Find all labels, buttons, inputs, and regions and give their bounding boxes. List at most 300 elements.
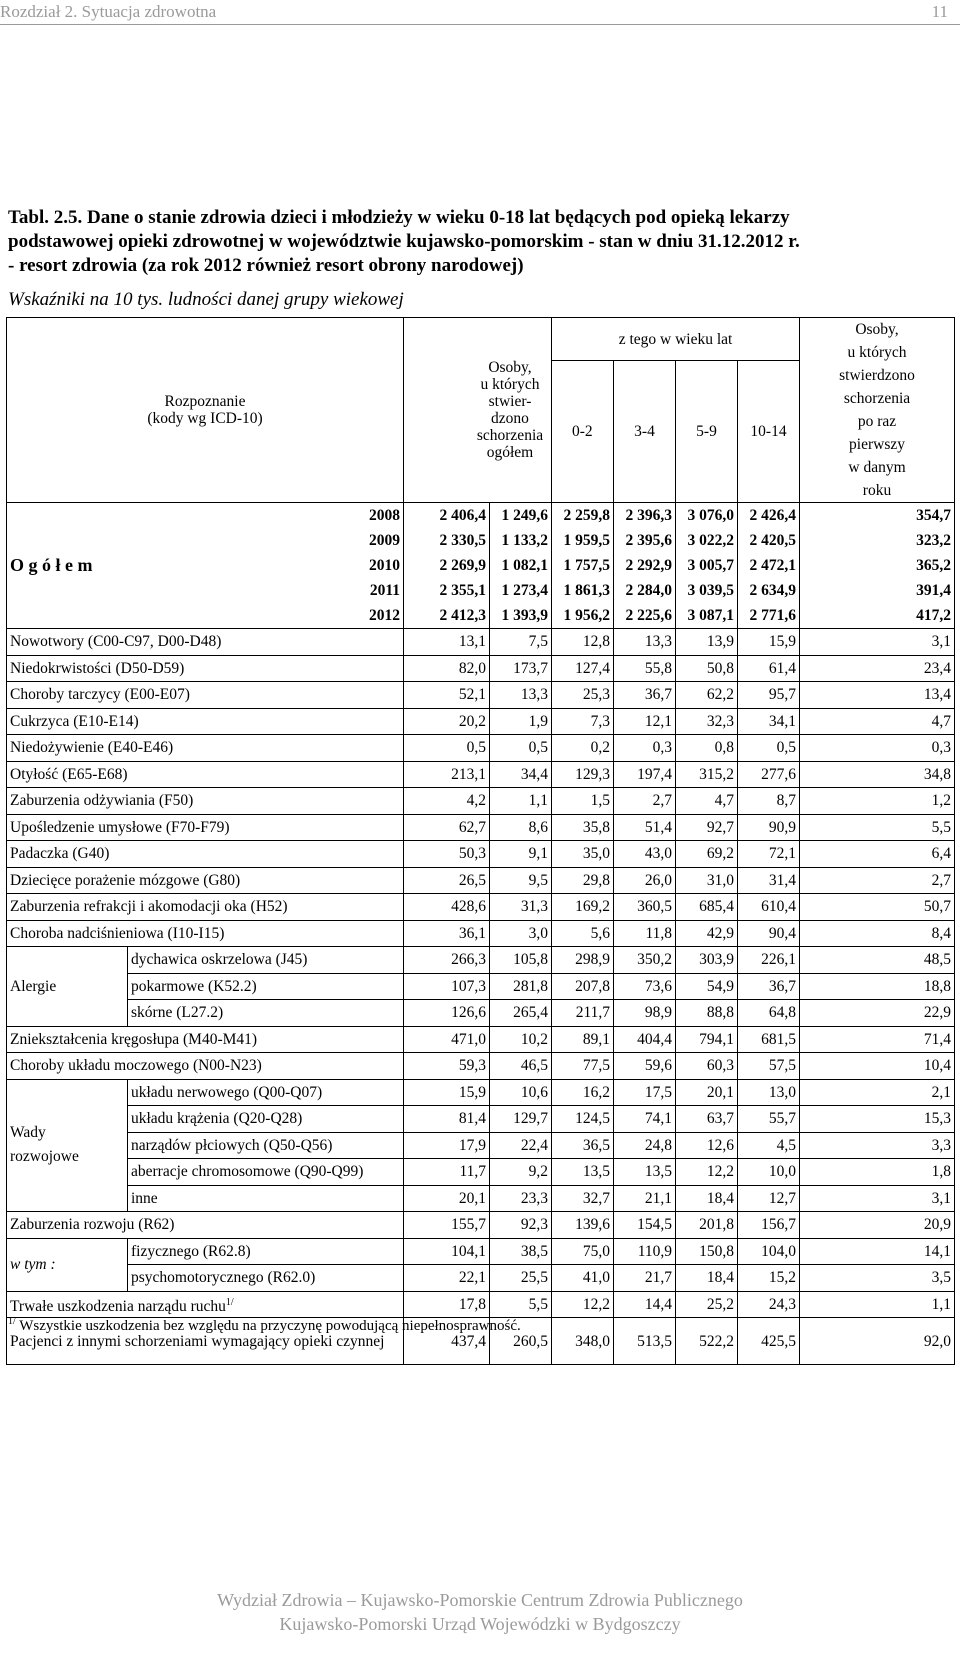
value-age-group: 3 087,1 <box>676 603 738 629</box>
value-age-group: 5,5 <box>490 1291 552 1318</box>
value-age-group: 11,8 <box>614 920 676 947</box>
value-age-group: 197,4 <box>614 761 676 788</box>
value-age-group: 3 076,0 <box>676 503 738 529</box>
value-total: 2 412,3 <box>404 603 490 629</box>
row-year: 2011 <box>128 578 404 603</box>
value-age-group: 404,4 <box>614 1026 676 1053</box>
value-total: 437,4 <box>404 1318 490 1365</box>
value-age-group: 62,2 <box>676 682 738 709</box>
header-first-line: pierwszy <box>849 436 905 453</box>
value-age-group: 360,5 <box>614 894 676 921</box>
value-age-group: 8,6 <box>490 814 552 841</box>
row-label: Pacjenci z innymi schorzeniami wymagający opieki czynnej <box>7 1318 404 1365</box>
value-first-time: 23,4 <box>800 655 955 682</box>
row-label: Otyłość (E65-E68) <box>7 761 404 788</box>
value-age-group: 10,2 <box>490 1026 552 1053</box>
header-total-line: stwier- <box>488 393 532 410</box>
row-label: Padaczka (G40) <box>7 841 404 868</box>
value-first-time: 20,9 <box>800 1212 955 1239</box>
subrow-label: psychomotorycznego (R62.0) <box>128 1265 404 1292</box>
value-total: 20,2 <box>404 708 490 735</box>
value-age-group: 22,4 <box>490 1132 552 1159</box>
title-line: podstawowej opieki zdrowotnej w województwie kujawsko-pomorskim - stan w dniu 31.12.2012 r. <box>8 231 800 252</box>
value-age-group: 92,3 <box>490 1212 552 1239</box>
value-age-group: 13,5 <box>614 1159 676 1186</box>
value-age-group: 1,9 <box>490 708 552 735</box>
value-first-time: 92,0 <box>800 1318 955 1365</box>
value-age-group: 23,3 <box>490 1185 552 1212</box>
value-total: 11,7 <box>404 1159 490 1186</box>
value-age-group: 2 395,6 <box>614 528 676 553</box>
value-age-group: 3 039,5 <box>676 578 738 603</box>
value-total: 104,1 <box>404 1238 490 1265</box>
value-total: 0,5 <box>404 735 490 762</box>
row-label: Choroby układu moczowego (N00-N23) <box>7 1053 404 1080</box>
value-age-group: 2 292,9 <box>614 553 676 578</box>
value-total: 36,1 <box>404 920 490 947</box>
subrow-label: skórne (L27.2) <box>128 1000 404 1027</box>
value-age-group: 55,8 <box>614 655 676 682</box>
subrow-label: inne <box>128 1185 404 1212</box>
value-age-group: 16,2 <box>552 1079 614 1106</box>
value-age-group: 36,5 <box>552 1132 614 1159</box>
value-first-time: 34,8 <box>800 761 955 788</box>
value-total: 2 355,1 <box>404 578 490 603</box>
value-age-group: 681,5 <box>738 1026 800 1053</box>
value-age-group: 50,8 <box>676 655 738 682</box>
value-age-group: 29,8 <box>552 867 614 894</box>
value-age-group: 9,5 <box>490 867 552 894</box>
row-year: 2010 <box>128 553 404 578</box>
table-title <box>8 206 952 278</box>
header-diagnosis <box>7 318 404 503</box>
value-age-group: 610,4 <box>738 894 800 921</box>
value-age-group: 35,0 <box>552 841 614 868</box>
value-age-group: 2 634,9 <box>738 578 800 603</box>
footnote <box>8 1316 521 1335</box>
value-first-time: 3,1 <box>800 629 955 656</box>
value-total: 126,6 <box>404 1000 490 1027</box>
title-line: Tabl. 2.5. Dane o stanie zdrowia dzieci i młodzieży w wieku 0-18 lat będących pod opieką lekarzy <box>8 207 790 228</box>
row-label: Cukrzyca (E10-E14) <box>7 708 404 735</box>
value-age-group: 72,1 <box>738 841 800 868</box>
value-age-group: 90,4 <box>738 920 800 947</box>
value-age-group: 105,8 <box>490 947 552 974</box>
subrow-label: układu nerwowego (Q00-Q07) <box>128 1079 404 1106</box>
value-age-group: 7,3 <box>552 708 614 735</box>
header-total <box>404 318 552 503</box>
value-total: 266,3 <box>404 947 490 974</box>
value-age-group: 90,9 <box>738 814 800 841</box>
value-age-group: 226,1 <box>738 947 800 974</box>
value-first-time: 1,2 <box>800 788 955 815</box>
value-age-group: 4,5 <box>738 1132 800 1159</box>
row-label: Zaburzenia odżywiania (F50) <box>7 788 404 815</box>
table-row <box>7 1000 955 1027</box>
value-age-group: 1 959,5 <box>552 528 614 553</box>
value-age-group: 24,3 <box>738 1291 800 1318</box>
page-header <box>0 0 960 26</box>
table-row <box>7 1212 955 1239</box>
table-row <box>7 1132 955 1159</box>
value-total: 13,1 <box>404 629 490 656</box>
row-label: Zniekształcenia kręgosłupa (M40-M41) <box>7 1026 404 1053</box>
value-age-group: 169,2 <box>552 894 614 921</box>
value-first-time: 10,4 <box>800 1053 955 1080</box>
row-label: Choroba nadciśnieniowa (I10-I15) <box>7 920 404 947</box>
value-total: 81,4 <box>404 1106 490 1133</box>
table-row <box>7 553 955 578</box>
footnote-marker: 1/ <box>8 1316 16 1327</box>
value-age-group: 25,3 <box>552 682 614 709</box>
value-first-time: 391,4 <box>800 578 955 603</box>
value-age-group: 13,0 <box>738 1079 800 1106</box>
row-label: Dziecięce porażenie mózgowe (G80) <box>7 867 404 894</box>
value-age-group: 3,0 <box>490 920 552 947</box>
value-first-time: 13,4 <box>800 682 955 709</box>
health-data-table <box>6 317 955 1365</box>
value-age-group: 46,5 <box>490 1053 552 1080</box>
row-label: Zaburzenia rozwoju (R62) <box>7 1212 404 1239</box>
value-age-group: 59,6 <box>614 1053 676 1080</box>
value-first-time: 18,8 <box>800 973 955 1000</box>
value-age-group: 5,6 <box>552 920 614 947</box>
value-age-group: 74,1 <box>614 1106 676 1133</box>
value-age-group: 34,4 <box>490 761 552 788</box>
value-age-group: 12,1 <box>614 708 676 735</box>
subrow-label: fizycznego (R62.8) <box>128 1238 404 1265</box>
value-age-group: 794,1 <box>676 1026 738 1053</box>
subrow-label: dychawica oskrzelowa (J45) <box>128 947 404 974</box>
header-age-3-4: 3-4 <box>614 361 676 503</box>
table-row <box>7 920 955 947</box>
value-age-group: 32,3 <box>676 708 738 735</box>
value-total: 15,9 <box>404 1079 490 1106</box>
value-age-group: 9,1 <box>490 841 552 868</box>
value-total: 2 269,9 <box>404 553 490 578</box>
row-label: Upośledzenie umysłowe (F70-F79) <box>7 814 404 841</box>
group-label-line: Wady <box>10 1124 46 1142</box>
value-age-group: 1 249,6 <box>490 503 552 529</box>
value-first-time: 6,4 <box>800 841 955 868</box>
value-age-group: 2 259,8 <box>552 503 614 529</box>
value-first-time: 48,5 <box>800 947 955 974</box>
footer-line: Wydział Zdrowia – Kujawsko-Pomorskie Centrum Zdrowia Publicznego <box>217 1590 743 1610</box>
value-age-group: 21,7 <box>614 1265 676 1292</box>
value-age-group: 73,6 <box>614 973 676 1000</box>
value-age-group: 25,5 <box>490 1265 552 1292</box>
value-age-group: 281,8 <box>490 973 552 1000</box>
title-line: - resort zdrowia (za rok 2012 również resort obrony narodowej) <box>8 255 524 276</box>
subrow-label: narządów płciowych (Q50-Q56) <box>128 1132 404 1159</box>
value-age-group: 15,2 <box>738 1265 800 1292</box>
footnote-text: Wszystkie uszkodzenia bez względu na przyczynę powodującą niepełnosprawność. <box>19 1318 521 1334</box>
value-first-time: 2,7 <box>800 867 955 894</box>
value-age-group: 139,6 <box>552 1212 614 1239</box>
value-age-group: 38,5 <box>490 1238 552 1265</box>
value-age-group: 315,2 <box>676 761 738 788</box>
table-row <box>7 735 955 762</box>
value-age-group: 201,8 <box>676 1212 738 1239</box>
table-row <box>7 1053 955 1080</box>
group-label <box>7 1079 128 1212</box>
table-row <box>7 1265 955 1292</box>
value-total: 59,3 <box>404 1053 490 1080</box>
table-row <box>7 1238 955 1265</box>
value-first-time: 417,2 <box>800 603 955 629</box>
value-age-group: 7,5 <box>490 629 552 656</box>
value-age-group: 35,8 <box>552 814 614 841</box>
value-age-group: 513,5 <box>614 1318 676 1365</box>
value-age-group: 1 082,1 <box>490 553 552 578</box>
header-total-line: Osoby, <box>488 359 532 376</box>
value-age-group: 8,7 <box>738 788 800 815</box>
table-row <box>7 894 955 921</box>
value-age-group: 17,5 <box>614 1079 676 1106</box>
header-first-line: w danym <box>848 459 906 476</box>
value-age-group: 31,4 <box>738 867 800 894</box>
value-total: 22,1 <box>404 1265 490 1292</box>
table-row <box>7 1106 955 1133</box>
table-row <box>7 682 955 709</box>
value-total: 50,3 <box>404 841 490 868</box>
value-age-group: 1 393,9 <box>490 603 552 629</box>
value-first-time: 365,2 <box>800 553 955 578</box>
value-age-group: 2 225,6 <box>614 603 676 629</box>
header-total-line: schorzenia <box>476 427 544 444</box>
header-total-line: u których <box>480 376 540 393</box>
value-age-group: 20,1 <box>676 1079 738 1106</box>
value-age-group: 61,4 <box>738 655 800 682</box>
group-label: Alergie <box>7 947 128 1027</box>
value-age-group: 55,7 <box>738 1106 800 1133</box>
row-year: 2008 <box>128 503 404 529</box>
header-first-line: Osoby, <box>855 321 899 338</box>
value-age-group: 36,7 <box>738 973 800 1000</box>
value-total: 26,5 <box>404 867 490 894</box>
header-age-5-9: 5-9 <box>676 361 738 503</box>
value-age-group: 3 022,2 <box>676 528 738 553</box>
value-total: 213,1 <box>404 761 490 788</box>
table-row <box>7 814 955 841</box>
value-age-group: 18,4 <box>676 1265 738 1292</box>
value-age-group: 26,0 <box>614 867 676 894</box>
value-first-time: 354,7 <box>800 503 955 529</box>
row-label: Niedokrwistości (D50-D59) <box>7 655 404 682</box>
table-row <box>7 761 955 788</box>
header-age-10-14: 10-14 <box>738 361 800 503</box>
value-age-group: 277,6 <box>738 761 800 788</box>
value-age-group: 21,1 <box>614 1185 676 1212</box>
value-age-group: 1 956,2 <box>552 603 614 629</box>
value-age-group: 150,8 <box>676 1238 738 1265</box>
header-first-line: stwierdzono <box>839 367 915 384</box>
value-total: 2 406,4 <box>404 503 490 529</box>
value-first-time: 14,1 <box>800 1238 955 1265</box>
header-diagnosis-line: Rozpoznanie <box>164 393 246 410</box>
row-label: Choroby tarczycy (E00-E07) <box>7 682 404 709</box>
value-total: 62,7 <box>404 814 490 841</box>
value-age-group: 1 273,4 <box>490 578 552 603</box>
value-first-time: 15,3 <box>800 1106 955 1133</box>
value-first-time: 3,1 <box>800 1185 955 1212</box>
row-label: Nowotwory (C00-C97, D00-D48) <box>7 629 404 656</box>
header-row <box>7 318 955 361</box>
table-row <box>7 655 955 682</box>
table-row <box>7 1079 955 1106</box>
value-age-group: 92,7 <box>676 814 738 841</box>
table-row <box>7 578 955 603</box>
value-age-group: 42,9 <box>676 920 738 947</box>
value-age-group: 129,7 <box>490 1106 552 1133</box>
value-age-group: 0,5 <box>490 735 552 762</box>
row-label: Zaburzenia refrakcji i akomodacji oka (H52) <box>7 894 404 921</box>
value-total: 17,9 <box>404 1132 490 1159</box>
value-age-group: 10,6 <box>490 1079 552 1106</box>
value-total: 20,1 <box>404 1185 490 1212</box>
footer-line: Kujawsko-Pomorski Urząd Wojewódzki w Bydgoszczy <box>279 1614 681 1634</box>
value-age-group: 1,1 <box>490 788 552 815</box>
value-age-group: 110,9 <box>614 1238 676 1265</box>
value-age-group: 12,2 <box>552 1291 614 1318</box>
header-first-time <box>800 318 955 503</box>
value-age-group: 2 396,3 <box>614 503 676 529</box>
value-first-time: 1,1 <box>800 1291 955 1318</box>
table-row <box>7 788 955 815</box>
value-age-group: 13,9 <box>676 629 738 656</box>
value-total: 4,2 <box>404 788 490 815</box>
value-age-group: 1 133,2 <box>490 528 552 553</box>
value-first-time: 1,8 <box>800 1159 955 1186</box>
value-age-group: 63,7 <box>676 1106 738 1133</box>
value-age-group: 34,1 <box>738 708 800 735</box>
value-first-time: 2,1 <box>800 1079 955 1106</box>
header-first-line: schorzenia <box>843 390 911 407</box>
value-age-group: 60,3 <box>676 1053 738 1080</box>
value-age-group: 348,0 <box>552 1318 614 1365</box>
value-age-group: 51,4 <box>614 814 676 841</box>
value-total: 155,7 <box>404 1212 490 1239</box>
value-age-group: 3 005,7 <box>676 553 738 578</box>
value-age-group: 0,8 <box>676 735 738 762</box>
subrow-label: pokarmowe (K52.2) <box>128 973 404 1000</box>
value-age-group: 1 861,3 <box>552 578 614 603</box>
value-age-group: 207,8 <box>552 973 614 1000</box>
value-age-group: 298,9 <box>552 947 614 974</box>
value-first-time: 5,5 <box>800 814 955 841</box>
header-age-0-2: 0-2 <box>552 361 614 503</box>
value-age-group: 0,5 <box>738 735 800 762</box>
page-number: 11 <box>931 2 948 21</box>
group-label: w tym : <box>7 1238 128 1291</box>
value-age-group: 13,3 <box>490 682 552 709</box>
table-row <box>7 841 955 868</box>
table-subtitle: Wskaźniki na 10 tys. ludności danej grupy wiekowej <box>8 289 404 310</box>
value-age-group: 13,5 <box>552 1159 614 1186</box>
subrow-label: układu krążenia (Q20-Q28) <box>128 1106 404 1133</box>
footnote-ref: 1/ <box>225 1296 234 1308</box>
row-label <box>7 1291 404 1318</box>
value-age-group: 98,9 <box>614 1000 676 1027</box>
value-first-time: 22,9 <box>800 1000 955 1027</box>
header-diagnosis-line: (kody wg ICD-10) <box>147 410 263 427</box>
value-age-group: 211,7 <box>552 1000 614 1027</box>
value-age-group: 31,0 <box>676 867 738 894</box>
value-total: 107,3 <box>404 973 490 1000</box>
value-first-time: 4,7 <box>800 708 955 735</box>
value-age-group: 15,9 <box>738 629 800 656</box>
value-age-group: 154,5 <box>614 1212 676 1239</box>
value-age-group: 124,5 <box>552 1106 614 1133</box>
row-year: 2009 <box>128 528 404 553</box>
header-first-line: roku <box>862 482 892 499</box>
value-age-group: 32,7 <box>552 1185 614 1212</box>
value-age-group: 1,5 <box>552 788 614 815</box>
value-first-time: 3,3 <box>800 1132 955 1159</box>
table-row <box>7 973 955 1000</box>
value-total: 52,1 <box>404 682 490 709</box>
value-age-group: 41,0 <box>552 1265 614 1292</box>
value-age-group: 14,4 <box>614 1291 676 1318</box>
group-label-line: rozwojowe <box>10 1148 79 1166</box>
table-row <box>7 1185 955 1212</box>
value-age-group: 10,0 <box>738 1159 800 1186</box>
value-age-group: 2 284,0 <box>614 578 676 603</box>
table-row <box>7 629 955 656</box>
value-age-group: 4,7 <box>676 788 738 815</box>
value-age-group: 31,3 <box>490 894 552 921</box>
value-age-group: 54,9 <box>676 973 738 1000</box>
value-age-group: 0,2 <box>552 735 614 762</box>
value-age-group: 24,8 <box>614 1132 676 1159</box>
chapter-title: Rozdział 2. Sytuacja zdrowotna <box>0 2 217 21</box>
value-age-group: 260,5 <box>490 1318 552 1365</box>
value-age-group: 425,5 <box>738 1318 800 1365</box>
value-age-group: 2 420,5 <box>738 528 800 553</box>
value-age-group: 12,2 <box>676 1159 738 1186</box>
value-age-group: 2 472,1 <box>738 553 800 578</box>
value-age-group: 104,0 <box>738 1238 800 1265</box>
value-age-group: 9,2 <box>490 1159 552 1186</box>
value-age-group: 129,3 <box>552 761 614 788</box>
value-total: 471,0 <box>404 1026 490 1053</box>
value-age-group: 36,7 <box>614 682 676 709</box>
value-age-group: 12,8 <box>552 629 614 656</box>
table-row <box>7 1026 955 1053</box>
value-age-group: 25,2 <box>676 1291 738 1318</box>
table-row <box>7 603 955 629</box>
value-age-group: 2 771,6 <box>738 603 800 629</box>
value-age-group: 12,7 <box>738 1185 800 1212</box>
value-age-group: 43,0 <box>614 841 676 868</box>
value-age-group: 77,5 <box>552 1053 614 1080</box>
value-age-group: 2,7 <box>614 788 676 815</box>
table-row <box>7 1159 955 1186</box>
table-row <box>7 528 955 553</box>
table-row <box>7 867 955 894</box>
value-age-group: 685,4 <box>676 894 738 921</box>
row-label: Niedożywienie (E40-E46) <box>7 735 404 762</box>
value-total: 2 330,5 <box>404 528 490 553</box>
value-age-group: 57,5 <box>738 1053 800 1080</box>
value-age-group: 350,2 <box>614 947 676 974</box>
value-age-group: 156,7 <box>738 1212 800 1239</box>
value-age-group: 1 757,5 <box>552 553 614 578</box>
value-first-time: 0,3 <box>800 735 955 762</box>
value-age-group: 522,2 <box>676 1318 738 1365</box>
ogolem-label: O g ó ł e m <box>7 503 128 629</box>
subrow-label: aberracje chromosomowe (Q90-Q99) <box>128 1159 404 1186</box>
